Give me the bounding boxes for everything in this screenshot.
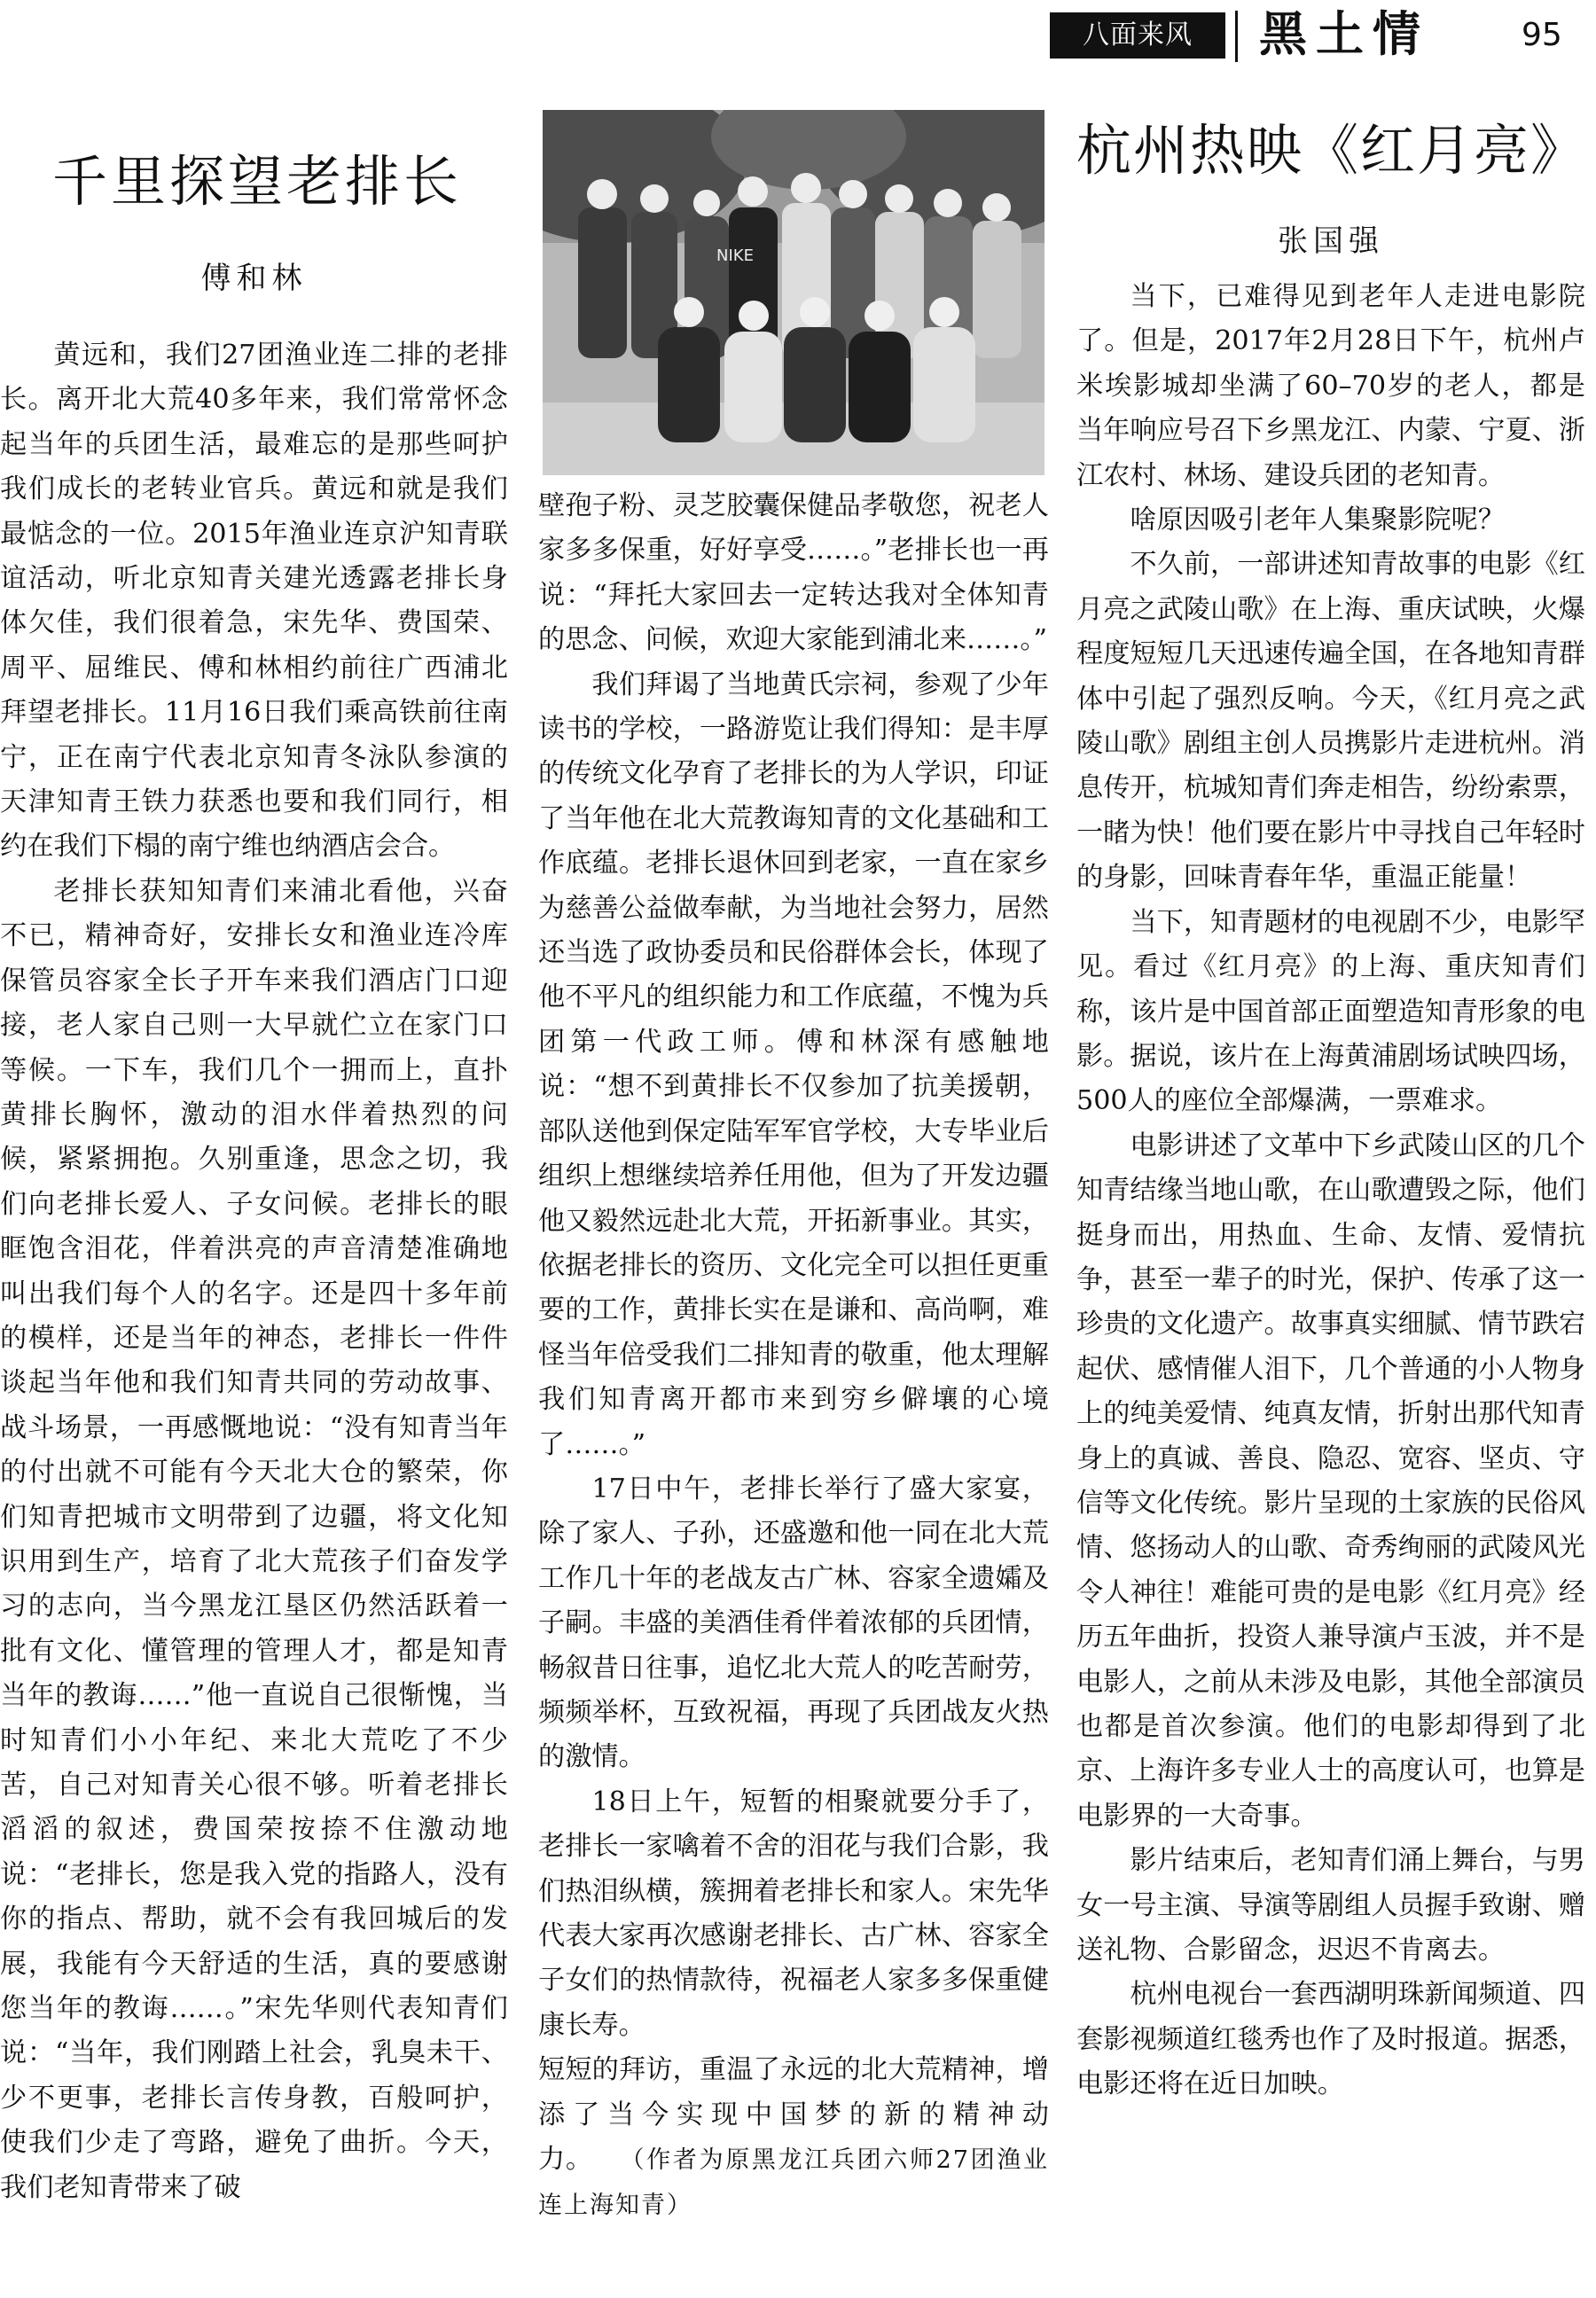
paragraph: 17日中午，老排长举行了盛大家宴，除了家人、子孙，还盛邀和他一同在北大荒工作几十年的老战友古广林、容家全遗孀及子嗣。丰盛的美酒佳肴伴着浓郁的兵团情，畅叙昔日往事，追忆北大荒人的吃苦耐劳，频频举杯，互致祝福，再现了兵团战友火热的激情。 [538, 1473, 1049, 1773]
group-photo [543, 110, 1044, 475]
paragraph: 杭州电视台一套西湖明珠新闻频道、四套影视频道红毯秀也作了及时报道。据悉，电影还将在近日加映。 [1076, 1979, 1585, 2100]
article-title: 千里探望老排长 [51, 149, 462, 214]
paragraph: 黄远和，我们27团渔业连二排的老排长。离开北大荒40多年来，我们常常怀念起当年的兵团生活，最难忘的是那些呵护我们成长的老转业官兵。黄远和就是我们最惦念的一位。2015年渔业连京沪知青联谊活动，听北京知青关建光透露老排长身体欠佳，我们很着急，宋先华、费国荣、周平、屈维民、傅和林相约前往广西浦北拜望老排长。11月16日我们乘高铁前往南宁，正在南宁代表北京知青冬泳队参演的天津知青王铁力获悉也要和我们同行，相约在我们下榻的南宁维也纳酒店会合。 [0, 340, 508, 863]
article-column-1 [0, 333, 508, 2210]
author-credit: （作者为原黑龙江兵团六师27团渔业连上海知青） [538, 2146, 1049, 2220]
paragraph: 影片结束后，老知青们涌上舞台，与男女一号主演、导演等剧组人员握手致谢、赠送礼物、合影留念，迟迟不肯离去。 [1076, 1845, 1585, 1966]
paragraph: 当下，知青题材的电视剧不少，电影罕见。看过《红月亮》的上海、重庆知青们称，该片是中国首部正面塑造知青形象的电影。据说，该片在上海黄浦剧场试映四场，500人的座位全部爆满，一票难求。 [1076, 906, 1585, 1117]
paragraph: 啥原因吸引老年人集聚影院呢？ [1130, 504, 1506, 536]
page-header [0, 0, 1596, 71]
article-author-2: 张国强 [1278, 223, 1384, 259]
page-number: 95 [1522, 17, 1562, 53]
paragraph: 18日上午，短暂的相聚就要分手了，老排长一家噙着不舍的泪花与我们合影，我们热泪纵横，簇拥着老排长和家人。宋先华代表大家再次感谢老排长、古广林、容家全子女们的热情款待，祝福老人家多多保重健康长寿。 [538, 1786, 1049, 2041]
magazine-logo: 黑土情 [1259, 5, 1429, 62]
article-title-2: 杭州热映《红月亮》 [1076, 118, 1588, 183]
paragraph: 老排长获知知青们来浦北看他，兴奋不已，精神奇好，安排长女和渔业连冷库保管员容家全长子开车来我们酒店门口迎接，老人家自己则一大早就伫立在家门口等候。一下车，我们几个一拥而上，直扑黄排长胸怀，激动的泪水伴着热烈的问候，紧紧拥抱。久别重逢，思念之切，我们向老排长爱人、子女问候。老排长的眼眶饱含泪花，伴着洪亮的声音清楚准确地叫出我们每个人的名字。还是四十多年前的模样，还是当年的神态，老排长一件件谈起当年他和我们知青共同的劳动故事、战斗场景，一再感慨地说：“没有知青当年的付出就不可能有今天北大仓的繁荣，你们知青把城市文明带到了边疆，将文化知识用到生产，培育了北大荒孩子们奋发学习的志向，当今黑龙江垦区仍然活跃着一批有文化、懂管理的管理人才，都是知青当年的教诲……”他一直说自己很惭愧，当时知青们小小年纪、来北大荒吃了不少苦，自己对知青关心很不够。听着老排长滔滔的叙述，费国荣按捺不住激动地说：“老排长，您是我入党的指路人，没有你的指点、帮助，就不会有我回城后的发展，我能有今天舒适的生活，真的要感谢您当年的教诲……。”宋先华则代表知青们说：“当年，我们刚踏上社会，乳臭未干、少不更事，老排长言传身教，百般呵护，使我们少走了弯路，避免了曲折。今天，我们老知青带来了破 [0, 875, 508, 2203]
header-divider [1235, 11, 1238, 62]
paragraph: 当下，已难得见到老年人走进电影院了。但是，2017年2月28日下午，杭州卢米埃影城却坐满了60–70岁的老人，都是当年响应号召下乡黑龙江、内蒙、宁夏、浙江农村、林场、建设兵团的老知青。 [1076, 281, 1585, 491]
section-tag: 八面来风 [1050, 12, 1225, 59]
closing-paragraph [538, 2048, 1049, 2229]
article-column-3 [1076, 275, 1585, 2107]
paragraph: 我们拜谒了当地黄氏宗祠，参观了少年读书的学校，一路游览让我们得知：是丰厚的传统文化孕育了老排长的为人学识，印证了当年他在北大荒教诲知青的文化基础和工作底蕴。老排长退休回到老家，一直在家乡为慈善公益做奉献，为当地社会努力，居然还当选了政协委员和民俗群体会长，体现了他不平凡的组织能力和工作底蕴，不愧为兵团第一代政工师。傅和林深有感触地说：“想不到黄排长不仅参加了抗美援朝，部队送他到保定陆军军官学校，大专毕业后组织上想继续培养任用他，但为了开发边疆他又毅然远赴北大荒，开拓新事业。其实，依据老排长的资历、文化完全可以担任更重要的工作，黄排长实在是谦和、高尚啊，难怪当年倍受我们二排知青的敬重，他太理解我们知青离开都市来到穷乡僻壤的心境了……。” [538, 668, 1049, 1460]
paragraph: 电影讲述了文革中下乡武陵山区的几个知青结缘当地山歌，在山歌遭毁之际，他们挺身而出，用热血、生命、友情、爱情抗争，甚至一辈子的时光，保护、传承了这一珍贵的文化遗产。故事真实细腻、情节跌宕起伏、感情催人泪下，几个普通的小人物身上的纯美爱情、纯真友情，折射出那代知青身上的真诚、善良、隐忍、宽容、坚贞、守信等文化传统。影片呈现的土家族的民俗风情、悠扬动人的山歌、奇秀绚丽的武陵风光令人神往！难能可贵的是电影《红月亮》经历五年曲折，投资人兼导演卢玉波，并不是电影人，之前从未涉及电影，其他全部演员也都是首次参演。他们的电影却得到了北京、上海许多专业人士的高度认可，也算是电影界的一大奇事。 [1076, 1129, 1585, 1832]
article-author: 傅和林 [200, 261, 308, 296]
paragraph: 壁孢子粉、灵芝胶囊保健品孝敬您，祝老人家多多保重，好好享受……。”老排长也一再说：“拜托大家回去一定转达我对全体知青的思念、问候，欢迎大家能到浦北来……。” [538, 490, 1049, 656]
shirt-logo-text: NIKE [716, 246, 754, 265]
closing-text: 短短的拜访，重温了永远的北大荒精神，增添了当今实现中国梦的新的精神动力。 [538, 2054, 1049, 2176]
group-photo-illustration [543, 110, 1044, 475]
paragraph: 不久前，一部讲述知青故事的电影《红月亮之武陵山歌》在上海、重庆试映，火爆程度短短几天迅速传遍全国，在各地知青群体中引起了强烈反响。今天，《红月亮之武陵山歌》剧组主创人员携影片走进杭州。消息传开，杭城知青们奔走相告，纷纷索票，一睹为快！他们要在影片中寻找自己年轻时的身影，回味青春年华，重温正能量！ [1076, 549, 1585, 894]
article-column-2 [538, 484, 1049, 2229]
